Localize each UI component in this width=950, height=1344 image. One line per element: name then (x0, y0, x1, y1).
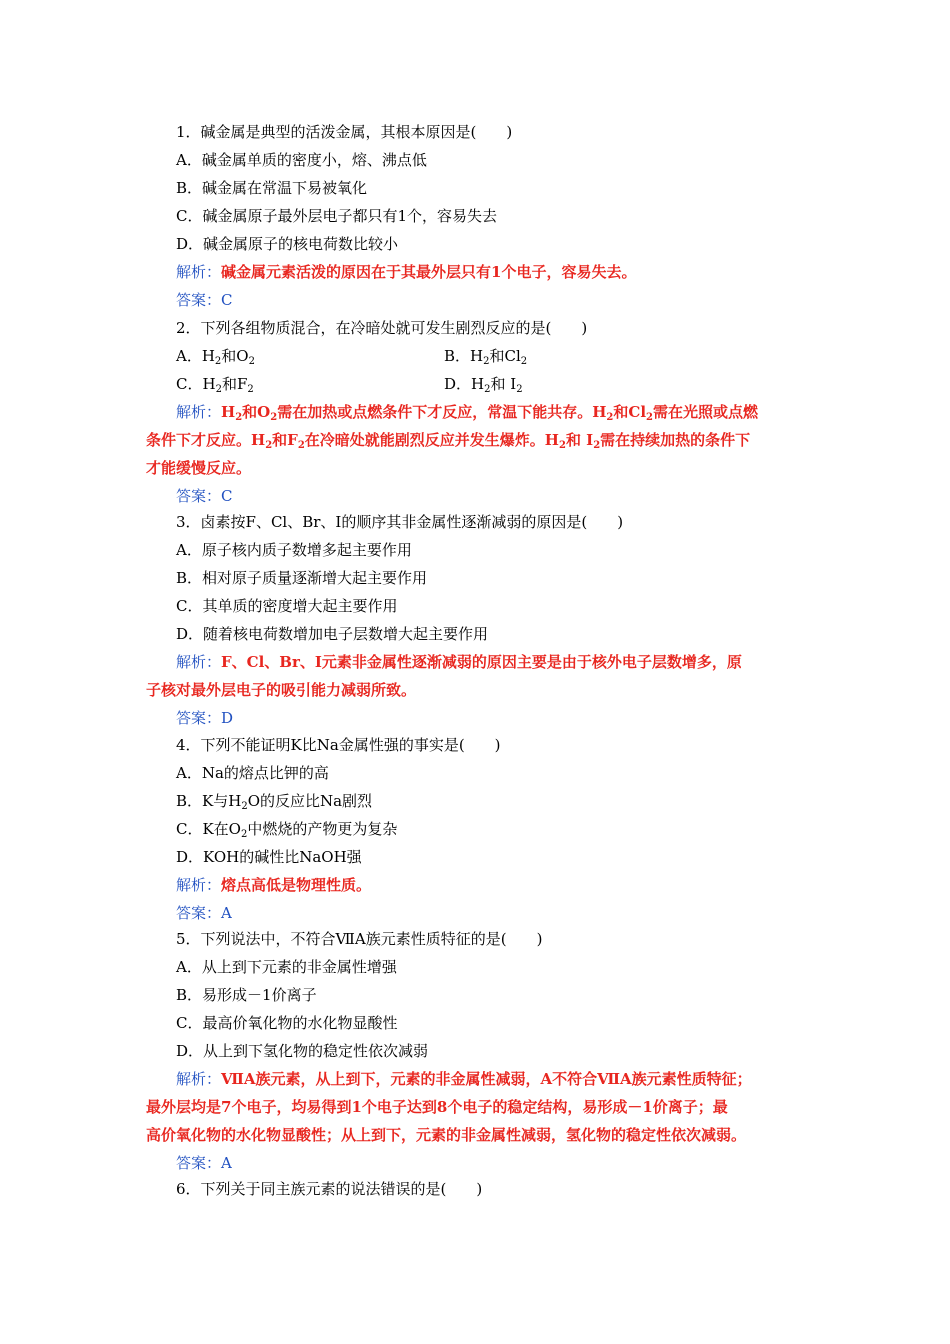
q3-option-b: B．相对原子质量逐渐增大起主要作用 (176, 569, 428, 587)
question-5-stem: 5．下列说法中，不符合ⅦA族元素性质特征的是( ) (176, 930, 543, 948)
answer-label: 答案： (176, 291, 222, 309)
q5-answer (176, 1153, 232, 1175)
answer-value: A (221, 1154, 232, 1172)
q1-answer (176, 290, 233, 312)
answer-label: 答案： (176, 904, 222, 922)
analysis-label: 解析： (176, 263, 222, 281)
q4-option-c: C．K在$O_2$中燃烧的产物更为复杂 (176, 820, 398, 840)
q5-option-c: C．最高价氧化物的水化物显酸性 (176, 1014, 398, 1032)
q4-analysis (176, 875, 371, 897)
q1-option-b: B．碱金属在常温下易被氧化 (176, 179, 368, 197)
analysis-text: 熔点高低是物理性质。 (221, 876, 372, 894)
q5-option-d: D．从上到下氢化物的稳定性依次减弱 (176, 1042, 429, 1060)
q1-analysis (176, 262, 636, 284)
q4-answer (176, 903, 232, 925)
q2-options-row-1 (176, 346, 776, 368)
q2-options-row-2 (176, 374, 776, 396)
q2-analysis-line-3: 才能缓慢反应。 (146, 459, 252, 477)
analysis-text: 碱金属元素活泼的原因在于其最外层只有1个电子，容易失去。 (221, 263, 637, 281)
question-3-stem: 3．卤素按F、Cl、Br、I的顺序其非金属性逐渐减弱的原因是( ) (176, 513, 624, 531)
q5-analysis-line-3: 高价氧化物的水化物显酸性；从上到下，元素的非金属性减弱，氢化物的稳定性依次减弱。 (146, 1126, 747, 1144)
answer-value: C (221, 487, 233, 505)
question-6-stem: 6．下列关于同主族元素的说法错误的是( ) (176, 1180, 483, 1198)
q3-analysis-line-2: 子核对最外层电子的吸引能力减弱所致。 (146, 681, 417, 699)
q5-analysis-line-1 (176, 1069, 752, 1091)
q3-option-d: D．随着核电荷数增加电子层数增大起主要作用 (176, 625, 489, 643)
answer-label: 答案： (176, 709, 222, 727)
q2-option-d: D．$H_2$和 $I_2$ (444, 375, 523, 395)
answer-label: 答案： (176, 487, 222, 505)
analysis-label: 解析： (176, 1070, 222, 1088)
analysis-text: F、Cl、Br、I元素非金属性逐渐减弱的原因主要是由于核外电子层数增多，原 (221, 653, 742, 671)
q2-option-c: C．$H_2$和$F_2$ (176, 375, 254, 395)
analysis-label: 解析： (176, 403, 222, 421)
q1-option-c: C．碱金属原子最外层电子都只有1个，容易失去 (176, 207, 498, 225)
q2-answer (176, 486, 233, 508)
q4-option-b: B．K与$H_2O$的反应比Na剧烈 (176, 792, 373, 812)
q1-option-d: D．碱金属原子的核电荷数比较小 (176, 235, 399, 253)
analysis-text: ⅦA族元素，从上到下，元素的非金属性减弱，A不符合ⅦA族元素性质特征； (221, 1070, 752, 1088)
analysis-label: 解析： (176, 876, 222, 894)
answer-value: A (221, 904, 232, 922)
q5-analysis-line-2: 最外层均是7个电子，均易得到1个电子达到8个电子的稳定结构，易形成－1价离子；最 (146, 1098, 728, 1116)
q2-analysis-line-1 (176, 402, 758, 424)
q3-option-c: C．其单质的密度增大起主要作用 (176, 597, 398, 615)
analysis-label: 解析： (176, 653, 222, 671)
q2-option-a: A．$H_2$和$O_2$ (176, 347, 255, 367)
q2-analysis-line-2: 条件下才反应。$H_2$和$F_2$在冷暗处就能剧烈反应并发生爆炸。$H_2$和 $I_2$需在持续加热的条件下 (146, 431, 751, 451)
answer-value: D (221, 709, 234, 727)
q5-option-b: B．易形成－1价离子 (176, 986, 317, 1004)
answer-value: C (221, 291, 233, 309)
q1-option-a: A．碱金属单质的密度小，熔、沸点低 (176, 151, 427, 169)
q2-option-b: B．$H_2$和$Cl_2$ (444, 347, 528, 367)
analysis-text: $H_2$和$O_2$需在加热或点燃条件下才反应，常温下能共存。$H_2$和$Cl_2$需在光照或点燃 (221, 403, 758, 423)
answer-label: 答案： (176, 1154, 222, 1172)
q5-option-a: A．从上到下元素的非金属性增强 (176, 958, 397, 976)
q4-option-a: A．Na的熔点比钾的高 (176, 764, 329, 782)
question-2-stem: 2．下列各组物质混合，在冷暗处就可发生剧烈反应的是( ) (176, 319, 588, 337)
question-1-stem: 1．碱金属是典型的活泼金属，其根本原因是( ) (176, 123, 513, 141)
q3-option-a: A．原子核内质子数增多起主要作用 (176, 541, 412, 559)
question-4-stem: 4．下列不能证明K比Na金属性强的事实是( ) (176, 736, 501, 754)
q3-answer (176, 708, 233, 730)
q4-option-d: D．KOH的碱性比NaOH强 (176, 848, 362, 866)
q3-analysis-line-1 (176, 652, 742, 674)
